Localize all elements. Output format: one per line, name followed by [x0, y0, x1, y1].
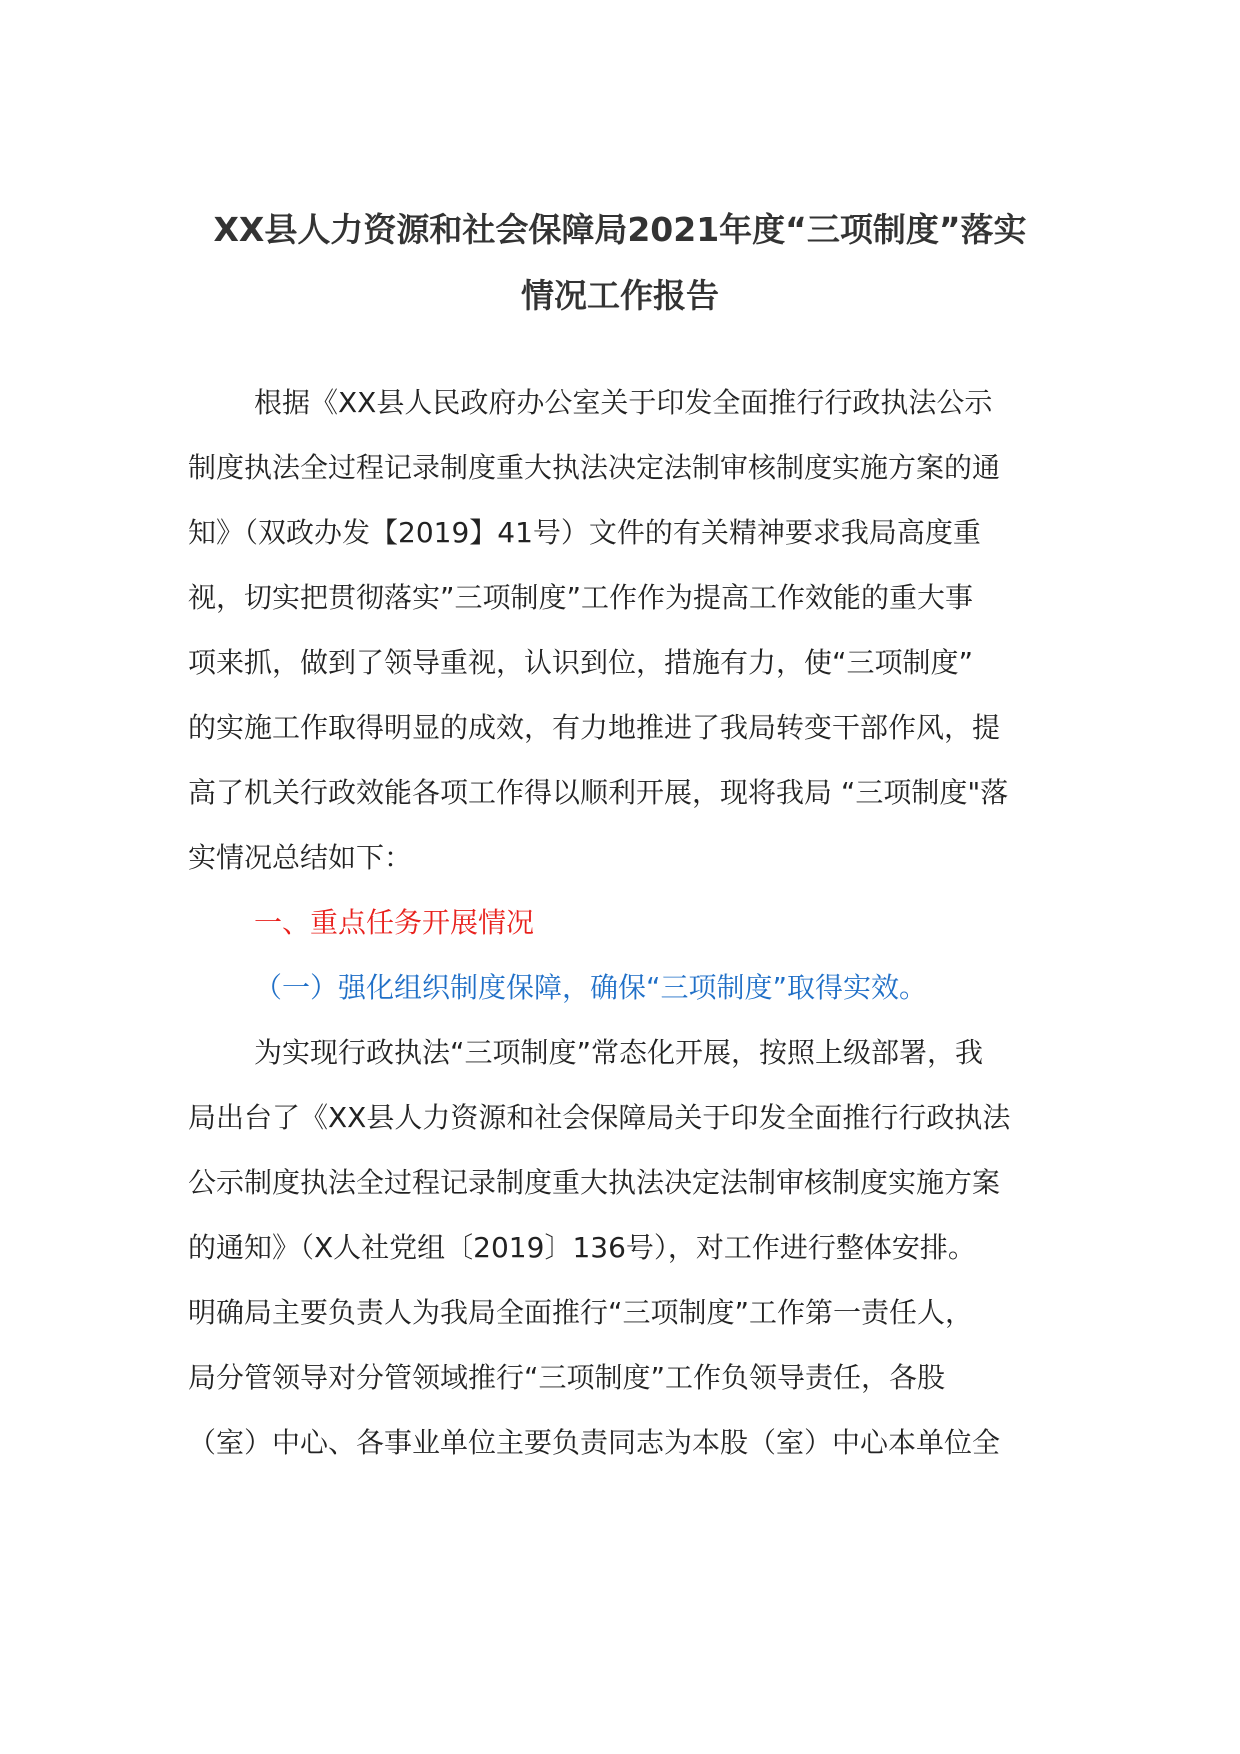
paragraph-line: （室）中心、各事业单位主要负责同志为本股（室）中心本单位全	[188, 1426, 1001, 1459]
paragraph-line: 的通知》（X人社党组〔2019〕136号），对工作进行整体安排。	[188, 1231, 976, 1264]
paragraph-line: 根据《XX县人民政府办公室关于印发全面推行行政执法公示	[254, 386, 993, 419]
paragraph-line: 实情况总结如下：	[188, 841, 413, 874]
paragraph-line: 公示制度执法全过程记录制度重大执法决定法制审核制度实施方案	[188, 1166, 1001, 1199]
paragraph-line: 高了机关行政效能各项工作得以顺利开展，现将我局 “三项制度"落	[188, 776, 1009, 809]
document-body	[188, 370, 1068, 1475]
paragraph-line: 局出台了《XX县人力资源和社会保障局关于印发全面推行行政执法	[188, 1101, 1011, 1134]
paragraph-line: 的实施工作取得明显的成效，有力地推进了我局转变干部作风，提	[188, 711, 1001, 744]
paragraph-line: 为实现行政执法“三项制度”常态化开展，按照上级部署，我	[254, 1036, 984, 1069]
document-title-line-1: XX县人力资源和社会保障局2021年度“三项制度”落实	[213, 210, 1027, 249]
paragraph-line: 知》（双政办发【2019】41号）文件的有关精神要求我局高度重	[188, 516, 981, 549]
paragraph-line: 局分管领导对分管领域推行“三项制度”工作负领导责任，各股	[188, 1361, 946, 1394]
paragraph-line: 明确局主要负责人为我局全面推行“三项制度”工作第一责任人，	[188, 1296, 974, 1329]
paragraph-line: 制度执法全过程记录制度重大执法决定法制审核制度实施方案的通	[188, 451, 1001, 484]
paragraph-line: 项来抓，做到了领导重视，认识到位，措施有力，使“三项制度”	[188, 646, 974, 679]
paragraph-line: 视，切实把贯彻落实”三项制度”工作作为提高工作效能的重大事	[188, 581, 974, 614]
document-title-line-2: 情况工作报告	[521, 276, 719, 315]
subsection-heading: （一）强化组织制度保障，确保“三项制度”取得实效。	[254, 971, 928, 1004]
section-heading: 一、重点任务开展情况	[254, 906, 535, 939]
